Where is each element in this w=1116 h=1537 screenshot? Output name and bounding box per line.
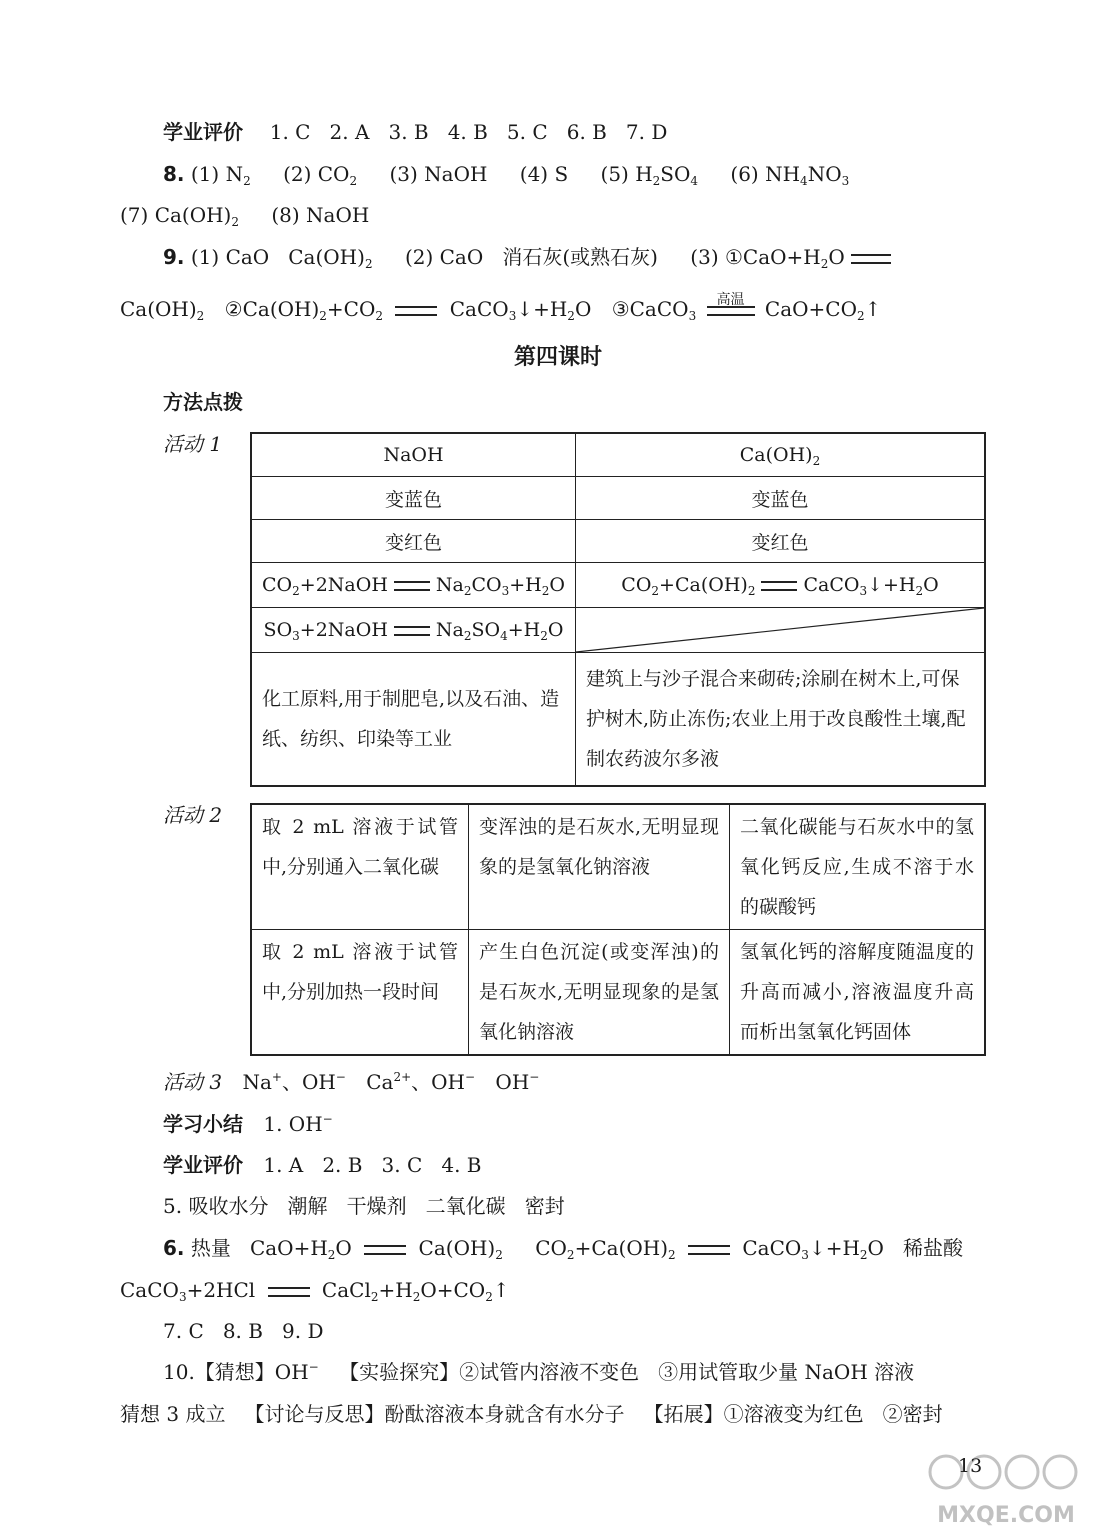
answer-part: (6) NH (730, 162, 801, 186)
formula: Ca(OH) (120, 297, 197, 321)
svg-text:MXQE.COM: MXQE.COM (937, 1503, 1075, 1528)
formula: CaCO (120, 1278, 179, 1302)
formula: +CO (326, 297, 376, 321)
table-cell: 取 2 mL 溶液于试管中,分别通入二氧化碳 (251, 804, 469, 930)
question-10: 10.【猜想】OH− 【实验探究】②试管内溶液不变色 ③用试管取少量 NaOH 溶液 (163, 1360, 915, 1384)
answer-part: (1) CaO Ca(OH) (190, 245, 365, 269)
formula: +H (378, 1278, 413, 1302)
table-row (251, 608, 985, 653)
table-cell: 取 2 mL 溶液于试管中,分别加热一段时间 (251, 930, 469, 1056)
table-row (251, 520, 985, 563)
section-title: 第四课时 (513, 345, 602, 370)
assessment-line-1 (163, 118, 667, 146)
answer-part: (2) CaO 消石灰(或熟石灰) (404, 245, 658, 269)
question-9: 9. (1) CaO $Ca(OH)_2$ (2) CaO 消石灰(或熟石灰) (3) $①CaO+H_2O$ (163, 243, 897, 271)
summary: 学习小结 1. OH− (163, 1112, 333, 1136)
formula: O (335, 1236, 352, 1260)
answer-part: (4) S (519, 162, 569, 186)
summary-text: 1. OH (263, 1112, 323, 1136)
table-cell: 产生白色沉淀(或变浑浊)的是石灰水,无明显现象的是氢氧化钠溶液 (469, 930, 730, 1056)
activity-3: 活动 3 Na+、OH− $Ca^{2+}$、OH− OH− (163, 1070, 540, 1094)
watermark-icon (926, 1448, 1086, 1532)
table-row (251, 563, 985, 608)
table-cell: 建筑上与沙子混合来砌砖;涂刷在树木上,可保护树木,防止冻伤;农业上用于改良酸性土壤,配制农药波尔多液 (576, 653, 986, 787)
table-cell: 变红色 (251, 520, 576, 563)
table-row (251, 477, 985, 520)
table-cell: 变红色 (576, 520, 986, 563)
watermark-logo (926, 1448, 1086, 1532)
table-cell: $CO_2+Ca(OH)_2$ $CaCO_3↓+H_2O$ (576, 563, 986, 608)
table-row (251, 433, 985, 477)
activity-1-label: 活动 1 (163, 432, 223, 456)
answer-part: (1) N (190, 162, 244, 186)
equals-sign (688, 1245, 730, 1255)
formula: +2HCl (186, 1278, 256, 1302)
page-number: 13 (958, 1455, 983, 1477)
table-row (251, 930, 985, 1056)
formula: Ca(OH) (418, 1236, 496, 1260)
ion: Ca (366, 1070, 394, 1094)
assessment-line-2 (163, 1151, 481, 1179)
question-text: 10.【猜想】OH (163, 1360, 309, 1384)
answer-part: (3) ①CaO+H (690, 245, 821, 269)
section-label: 学业评价 (163, 120, 243, 144)
formula: CaCO (742, 1236, 802, 1260)
table-cell: $Ca(OH)_2$ (576, 433, 986, 477)
arrow: ↑ (864, 297, 882, 321)
diagonal-line (576, 608, 984, 652)
formula: O+CO (420, 1278, 486, 1302)
answer-part: (7) Ca(OH) (120, 203, 232, 227)
table-cell: 化工原料,用于制肥皂,以及石油、造纸、纺织、印染等工业 (251, 653, 576, 787)
table-cell: $SO_3+2NaOH$ $Na_2SO_4+H_2O$ (251, 608, 576, 653)
equals-sign (364, 1245, 406, 1255)
activity-2-label: 活动 2 (163, 803, 223, 827)
formula: ③CaCO (611, 297, 689, 321)
answer-part: (8) NaOH (271, 203, 370, 227)
condition-label: 高温 (716, 291, 745, 308)
equals-sign (395, 306, 437, 316)
empty-slashed-cell (576, 608, 986, 653)
ion: 、OH (281, 1070, 336, 1094)
table-row (251, 653, 985, 787)
formula: O 稀盐酸 (867, 1236, 964, 1260)
answer-part: (5) H (600, 162, 653, 186)
question-7-9: 7. C 8. B 9. D (163, 1319, 324, 1343)
formula: +Ca(OH) (574, 1236, 668, 1260)
activity-2-table (250, 803, 986, 1056)
formula: ↓+H (516, 297, 568, 321)
question-9-cont: $Ca(OH)_2$ $②Ca(OH)_2+CO_2$ $CaCO_3↓+H_2O$ ③CaCO$_3$ 高温 $CaO+CO_2↑$ (120, 295, 881, 323)
table-cell: $CO_2+2NaOH$ $Na_2CO_3+H_2O$ (251, 563, 576, 608)
question-8: 8. (1) $N_2$ (2) $CO_2$ (3) NaOH (4) S (5) $H_2SO_4$ (6) $NH_4NO_3$ (163, 162, 850, 188)
question-6-cont: CaCO$_3$+2HCl $CaCl_2+H_2O+CO_2↑$ (120, 1278, 510, 1304)
high-temp-equals (707, 291, 755, 316)
arrow: ↑ (492, 1278, 510, 1302)
formula: CO (535, 1236, 567, 1260)
ion: OH (495, 1070, 530, 1094)
section-label: 学业评价 (163, 1153, 243, 1177)
question-8-cont: (7) $Ca(OH)_2$ (8) NaOH (120, 203, 370, 229)
answers: 1. C 2. A 3. B 4. B 5. C 6. B 7. D (269, 120, 668, 144)
ion: 、OH (411, 1070, 465, 1094)
method-heading: 方法点拨 (163, 390, 243, 414)
formula: CaCO (449, 297, 509, 321)
activity-1-table (250, 432, 986, 787)
question-number: 9. (163, 245, 185, 269)
question-6: 6. 热量 $CaO+H_2O$ $Ca(OH)_2$ $CO_2+Ca(OH)_2$ $CaCO_3↓+H_2O$ 稀盐酸 (163, 1236, 964, 1262)
ion: Na (242, 1070, 272, 1094)
answer-part: (2) CO (283, 162, 350, 186)
formula: ↓+H (808, 1236, 860, 1260)
answers: 1. A 2. B 3. C 4. B (263, 1153, 482, 1177)
formula: 热量 CaO+H (190, 1236, 328, 1260)
equals-sign (268, 1287, 310, 1297)
table-cell: NaOH (251, 433, 576, 477)
question-number: 8. (163, 162, 185, 186)
formula: CaCl (321, 1278, 371, 1302)
table-cell: 二氧化碳能与石灰水中的氢氧化钙反应,生成不溶于水的碳酸钙 (730, 804, 986, 930)
question-5: 5. 吸收水分 潮解 干燥剂 二氧化碳 密封 (163, 1194, 565, 1218)
formula: CaO+CO (764, 297, 858, 321)
equals-sign (851, 254, 891, 264)
table-cell: 变蓝色 (251, 477, 576, 520)
question-number: 6. (163, 1236, 185, 1260)
table-row (251, 804, 985, 930)
answer-part: (3) NaOH (389, 162, 488, 186)
question-10-cont: 猜想 3 成立 【讨论与反思】酚酞溶液本身就含有水分子 【拓展】①溶液变为红色 ②密封 (120, 1402, 943, 1426)
table-cell: 氢氧化钙的溶解度随温度的升高而减小,溶液温度升高而析出氢氧化钙固体 (730, 930, 986, 1056)
summary-label: 学习小结 (163, 1112, 243, 1136)
table-cell: 变浑浊的是石灰水,无明显现象的是氢氧化钠溶液 (469, 804, 730, 930)
table-cell: 变蓝色 (576, 477, 986, 520)
activity-3-label: 活动 3 (163, 1070, 223, 1094)
formula: ②Ca(OH) (224, 297, 320, 321)
question-text: 【实验探究】②试管内溶液不变色 ③用试管取少量 NaOH 溶液 (339, 1360, 915, 1384)
